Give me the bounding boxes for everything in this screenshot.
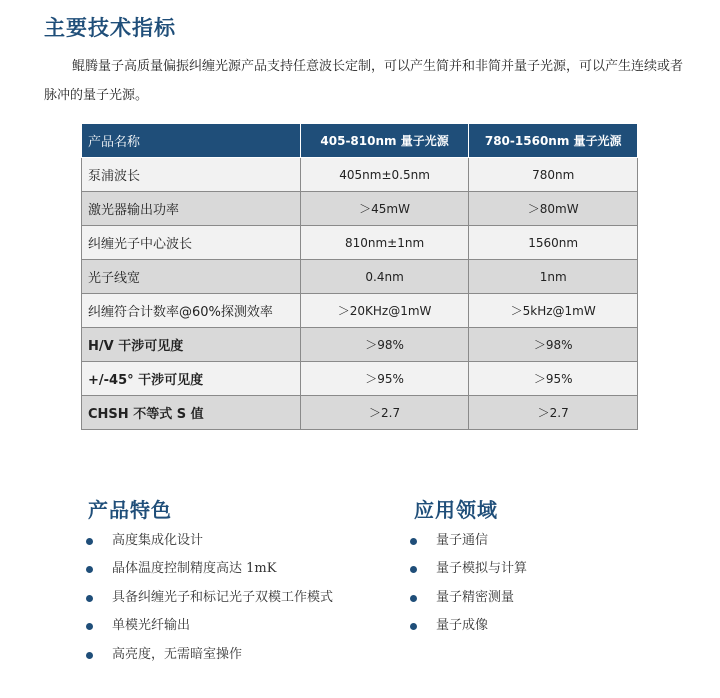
value-cell: 405nm±0.5nm (300, 158, 469, 192)
list-item-text: 晶体温度控制精度高达 1mK (112, 561, 277, 577)
value-cell: ＞98% (300, 328, 469, 362)
table-row (82, 396, 638, 430)
value-cell: 780nm (469, 158, 638, 192)
list-item (86, 612, 333, 640)
list-item (410, 584, 527, 612)
param-name-cell: 激光器输出功率 (82, 192, 301, 226)
value-cell: ＞80mW (469, 192, 638, 226)
table-row (82, 260, 638, 294)
features-list (86, 527, 333, 669)
value-cell: ＞20KHz@1mW (300, 294, 469, 328)
list-item (410, 555, 527, 583)
list-item-text: 量子精密测量 (436, 589, 515, 605)
value-cell: ＞5kHz@1mW (469, 294, 638, 328)
table-header-cell: 产品名称 (82, 124, 301, 158)
table-header-cell: 780-1560nm 量子光源 (469, 124, 638, 158)
value-cell: 1560nm (469, 226, 638, 260)
section-title: 主要技术指标 (44, 16, 176, 40)
param-name-cell: 泵浦波长 (82, 158, 301, 192)
table-row (82, 328, 638, 362)
bullet-dot-icon (86, 566, 93, 573)
bullet-dot-icon (86, 538, 93, 545)
param-name-cell: H/V 干涉可见度 (82, 328, 301, 362)
bullet-dot-icon (410, 623, 417, 630)
applications-title: 应用领域 (414, 498, 498, 522)
value-cell: 810nm±1nm (300, 226, 469, 260)
table-header-cell: 405-810nm 量子光源 (300, 124, 469, 158)
bullet-dot-icon (86, 623, 93, 630)
features-title: 产品特色 (88, 498, 172, 522)
param-name-cell: CHSH 不等式 S 值 (82, 396, 301, 430)
bullet-dot-icon (410, 538, 417, 545)
value-cell: 0.4nm (300, 260, 469, 294)
list-item-text: 量子模拟与计算 (436, 561, 528, 577)
list-item-text: 单模光纤输出 (112, 618, 191, 634)
value-cell: ＞95% (300, 362, 469, 396)
list-item (86, 641, 333, 669)
value-cell: ＞2.7 (300, 396, 469, 430)
list-item (410, 527, 527, 555)
list-item (86, 584, 333, 612)
param-name-cell: 纠缠光子中心波长 (82, 226, 301, 260)
value-cell: 1nm (469, 260, 638, 294)
table-row (82, 226, 638, 260)
bullet-dot-icon (410, 595, 417, 602)
value-cell: ＞2.7 (469, 396, 638, 430)
table-row (82, 192, 638, 226)
list-item (86, 527, 333, 555)
list-item (86, 555, 333, 583)
value-cell: ＞95% (469, 362, 638, 396)
param-name-cell: 纠缠符合计数率@60%探测效率 (82, 294, 301, 328)
param-name-cell: 光子线宽 (82, 260, 301, 294)
list-item-text: 高亮度，无需暗室操作 (112, 646, 243, 662)
list-item (410, 612, 527, 640)
list-item-text: 具备纠缠光子和标记光子双模工作模式 (112, 589, 334, 605)
table-row (82, 158, 638, 192)
table-row (82, 362, 638, 396)
value-cell: ＞45mW (300, 192, 469, 226)
bullet-dot-icon (86, 652, 93, 659)
bullet-dot-icon (410, 566, 417, 573)
bullet-dot-icon (86, 595, 93, 602)
applications-list (410, 527, 527, 641)
list-item-text: 量子通信 (436, 533, 489, 548)
param-name-cell: +/-45° 干涉可见度 (82, 362, 301, 396)
spec-table (81, 123, 638, 430)
table-header-row (82, 124, 638, 158)
value-cell: ＞98% (469, 328, 638, 362)
list-item-text: 高度集成化设计 (112, 533, 204, 548)
table-row (82, 294, 638, 328)
list-item-text: 量子成像 (436, 618, 489, 634)
intro-paragraph: 鲲腾量子高质量偏振纠缠光源产品支持任意波长定制，可以产生简并和非简并量子光源，可以产生连续或者脉冲的量子光源。 (44, 59, 684, 103)
